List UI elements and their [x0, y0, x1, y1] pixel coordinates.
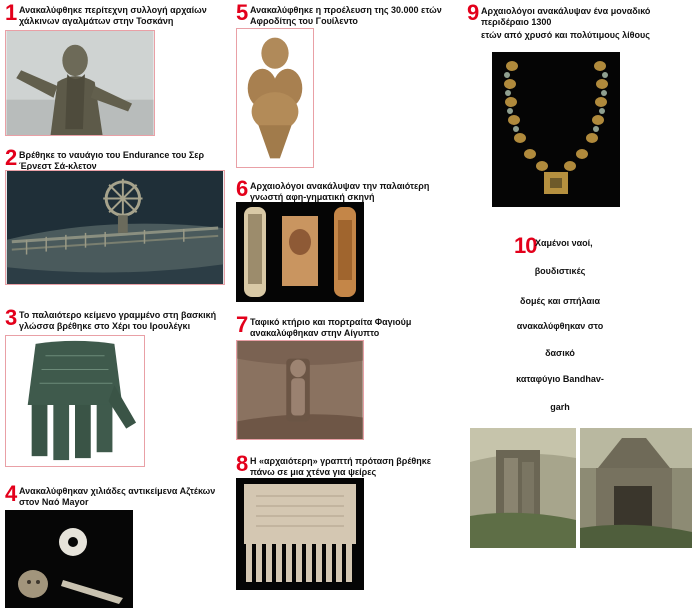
ivory-comb-image	[236, 478, 364, 590]
bronze-statue-image	[5, 30, 155, 136]
item-caption: Ανακαλύφθηκε περίτεχνη συλλογή αρχαίων χάλκινων αγαλμάτων στην Τοσκάνη	[19, 5, 207, 26]
item-caption: garh	[550, 402, 570, 412]
item-number: 1	[5, 0, 17, 25]
item-number: 7	[236, 312, 248, 337]
item-caption: Βρέθηκε το ναυάγιο του Endurance του Σερ Έρνεστ Σά-κλετον	[19, 150, 205, 171]
item-caption: Ταφικό κτήριο και πορτραίτα Φαγιούμ ανακαλύφθηκαν στην Αίγυπτο	[250, 317, 412, 338]
item-caption: Η «αρχαιότερη» γραπτή πρόταση βρέθηκε πάνω σε μια χτένα για ψείρες	[250, 456, 432, 477]
item-number: 4	[5, 481, 17, 506]
item-number: 5	[236, 0, 248, 25]
bronze-hand-image	[5, 335, 145, 467]
item-caption: ανακαλύφθηκαν στο	[516, 321, 604, 331]
item-caption: βουδιστικές	[534, 266, 586, 276]
item-caption: Το παλαιότερο κείμενο γραμμένο στη βασκική γλώσσα βρέθηκε στο Χέρι του Ιρουλέγκι	[19, 310, 217, 331]
item-number: 9	[467, 0, 479, 25]
venus-figurine-image	[236, 28, 314, 168]
item-caption: Χαμένοι ναοί,	[535, 238, 593, 248]
item-caption: Αρχαιολόγοι ανακάλυψαν ένα μοναδικό περιδέραιο 1300	[481, 6, 651, 27]
item-caption: Ανακαλύφθηκαν χιλιάδες αντικείμενα Αζτέκων στον Ναό Mayor	[19, 486, 216, 507]
item-caption: Ανακαλύφθηκε η προέλευση της 30.000 ετών Αφροδίτης του Γουίλεντο	[250, 5, 442, 26]
shipwreck-image	[5, 170, 225, 285]
painted-panels-image	[236, 202, 364, 302]
item-caption: Αρχαιολόγοι ανακάλυψαν την παλαιότερη γνωστή αφη-γηματική σκηνή	[250, 181, 430, 202]
item-caption: δασικό	[545, 348, 575, 358]
aztec-objects-image	[5, 510, 133, 608]
rock-relief-image	[236, 340, 364, 440]
gold-necklace-image	[492, 52, 620, 207]
item-number: 2	[5, 145, 17, 170]
item-number: 8	[236, 451, 248, 476]
item-caption: καταφύγιο Bandhav-	[516, 374, 604, 384]
item-caption: δομές και σπήλαια	[520, 296, 600, 306]
item-number: 6	[236, 176, 248, 201]
temple-ruins-image	[470, 428, 692, 548]
item-caption: ετών από χρυσό και πολύτιμους λίθους	[481, 30, 650, 40]
item-number: 10	[514, 233, 537, 258]
item-number: 3	[5, 305, 17, 330]
